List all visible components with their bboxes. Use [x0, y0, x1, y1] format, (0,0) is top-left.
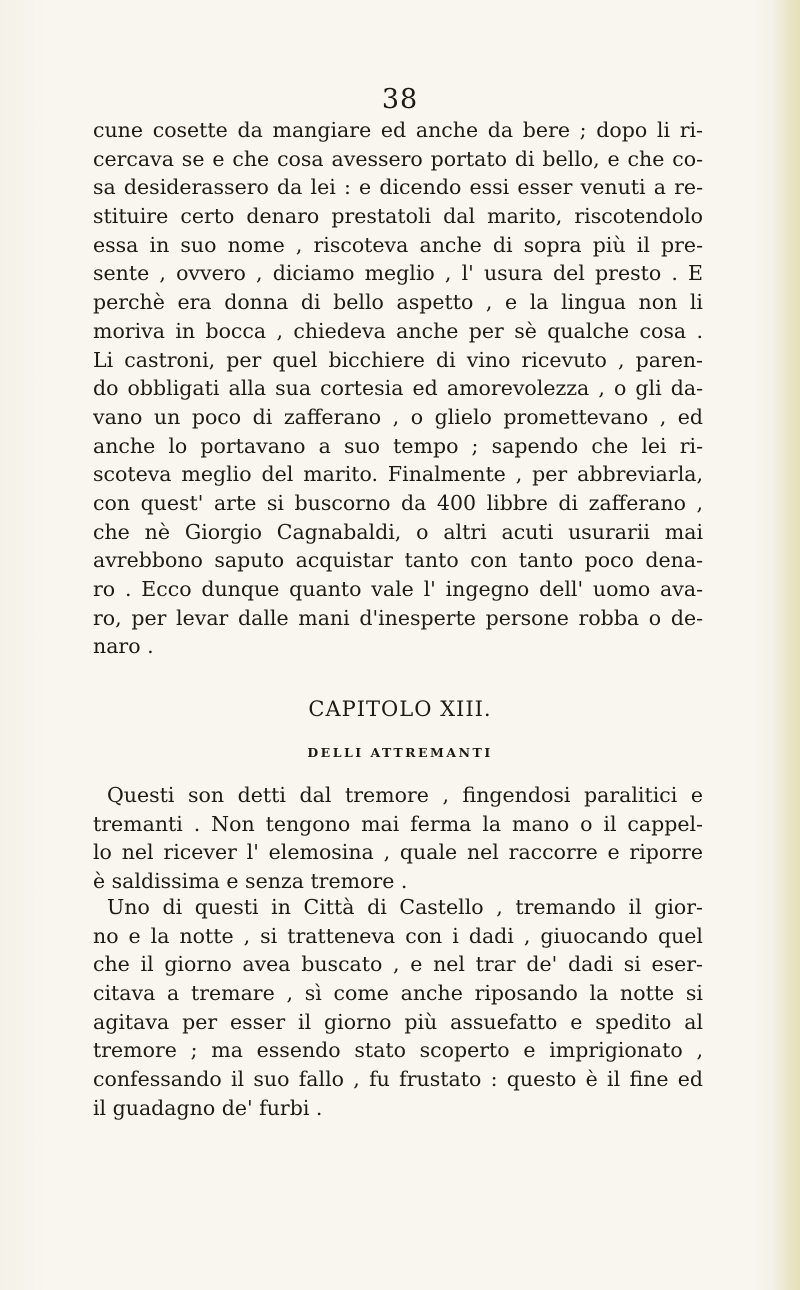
- text-line: avrebbono saputo acquistar tanto con tanto poco dena-: [93, 548, 703, 573]
- text-line: tremore ; ma essendo stato scoperto e imprigionato ,: [93, 1038, 703, 1063]
- text-line: cune cosette da mangiare ed anche da bere ; dopo li ri-: [93, 118, 703, 142]
- text-line: essa in suo nome , riscoteva anche di sopra più il pre-: [93, 232, 703, 257]
- text-line: lo nel ricever l' elemosina , quale nel raccorre e riporre: [93, 840, 703, 865]
- text-line: è saldissima e senza tremore .: [93, 869, 408, 894]
- text-line: do obbligati alla sua cortesia ed amorevolezza , o gli da-: [93, 376, 703, 401]
- text-line: con quest' arte si buscorno da 400 libbre di zafferano ,: [93, 490, 703, 515]
- chapter-subtitle: DELLI ATTREMANTI: [307, 745, 493, 760]
- text-line: sa desiderassero da lei : e dicendo essi esser venuti a re-: [93, 175, 703, 200]
- text-line: sente , ovvero , diciamo meglio , l' usura del presto . E: [93, 261, 703, 286]
- text-line: moriva in bocca , chiedeva anche per sè qualche cosa .: [93, 318, 703, 343]
- page-edge-stain: [772, 0, 800, 1290]
- text-line: citava a tremare , sì come anche riposando la notte si: [93, 981, 703, 1006]
- text-line: perchè era donna di bello aspetto , e la lingua non li: [93, 290, 703, 315]
- text-line: confessando il suo fallo , fu frustato : questo è il fine ed: [93, 1067, 703, 1092]
- page-number: 38: [381, 84, 419, 115]
- text-line: il guadagno de' furbi .: [93, 1095, 323, 1120]
- text-line: ro, per levar dalle mani d'inesperte persone robba o de-: [93, 605, 703, 630]
- text-line: stituire certo denaro prestatoli dal marito, riscotendolo: [93, 204, 703, 229]
- text-line: scoteva meglio del marito. Finalmente , per abbreviarla,: [93, 462, 703, 487]
- text-line: Uno di questi in Città di Castello , tremando il gior-: [107, 895, 703, 919]
- text-line: no e la notte , si tratteneva con i dadi , giuocando quel: [93, 923, 703, 948]
- chapter-title: CAPITOLO XIII.: [308, 697, 492, 721]
- text-line: cercava se e che cosa avessero portato di bello, e che co-: [93, 146, 703, 171]
- paragraph-2: [93, 781, 703, 896]
- text-line: che il giorno avea buscato , e nel trar de' dadi si eser-: [93, 952, 703, 977]
- text-line: anche lo portavano a suo tempo ; sapendo che lei ri-: [93, 433, 703, 458]
- paragraph-3: [93, 893, 703, 1123]
- paragraph-1: [93, 116, 703, 661]
- text-line: naro .: [93, 634, 154, 659]
- text-line: Questi son detti dal tremore , fingendosi paralitici e: [107, 783, 703, 807]
- text-line: ro . Ecco dunque quanto vale l' ingegno dell' uomo ava-: [93, 577, 703, 601]
- text-line: Li castroni, per quel bicchiere di vino ricevuto , paren-: [93, 347, 703, 372]
- text-line: vano un poco di zafferano , o glielo promettevano , ed: [93, 404, 703, 429]
- text-line: agitava per esser il giorno più assuefatto e spedito al: [93, 1009, 703, 1034]
- text-line: tremanti . Non tengono mai ferma la mano o il cappel-: [93, 811, 703, 836]
- text-line: che nè Giorgio Cagnabaldi, o altri acuti usurarii mai: [93, 519, 703, 544]
